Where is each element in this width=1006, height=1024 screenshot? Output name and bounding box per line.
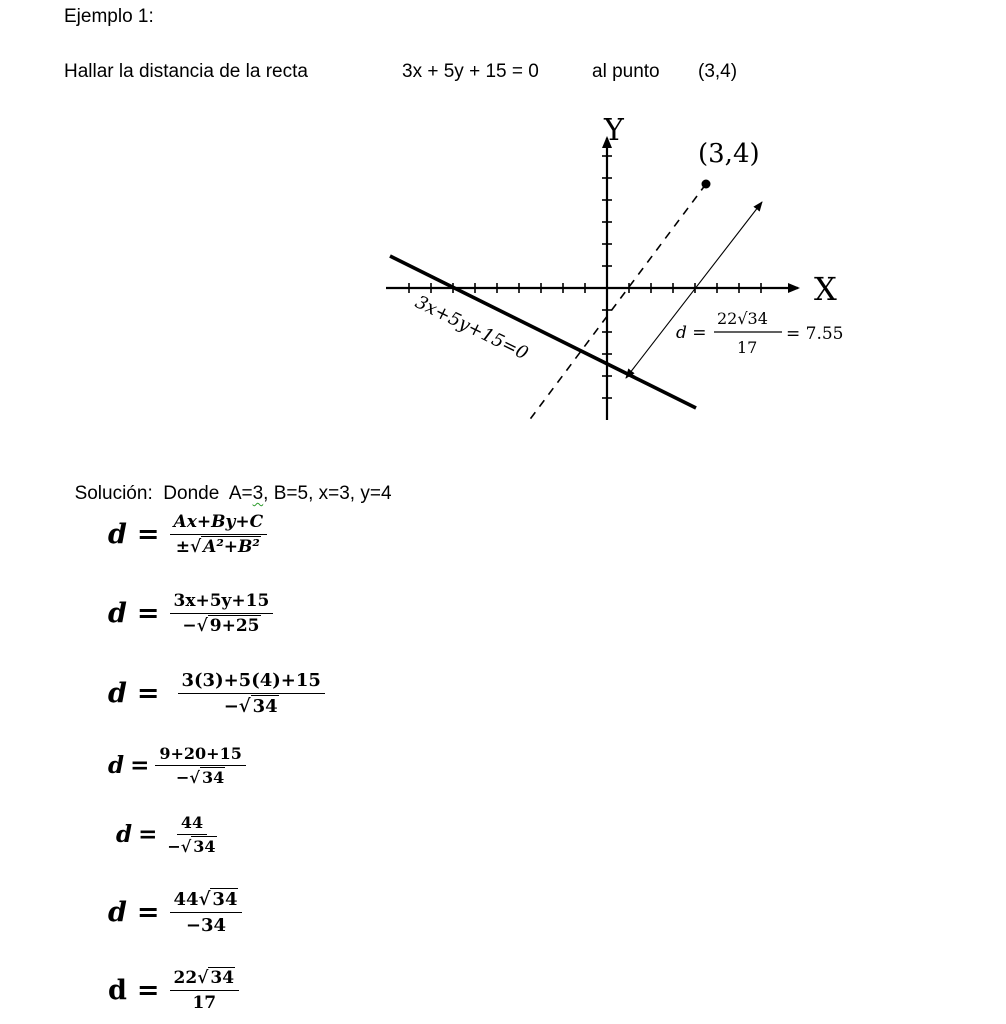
graph-axes [386,138,798,420]
denominator-sign: ± [175,537,190,557]
problem-point: (3,4) [698,61,738,82]
distance-numerator: 22√34 [717,309,768,328]
equation-4 [108,744,246,787]
denominator: −34 [185,915,227,936]
fraction [170,889,243,936]
numerator: Ax+By+C [170,512,268,535]
denominator: ±√ A²+B² [175,537,260,557]
problem-prefix: Hallar la distancia de la recta [64,61,308,82]
equation-1 [108,512,267,557]
denominator-sign: − [167,837,181,856]
distance-formula-label [676,309,844,357]
point-3-4 [702,180,711,189]
equation-5 [116,813,221,856]
numerator: 9+20+15 [155,744,245,766]
equals-sign: = [130,752,150,779]
distance-value: = 7.55 [786,324,844,344]
equals-sign: = [136,897,160,928]
x-axis-label: X [814,270,837,308]
numerator: 44√ 34 [170,889,243,913]
numerator: 3(3)+5(4)+15 [178,670,325,694]
problem-middle: al punto [592,61,660,82]
problem-line-equation: 3x + 5y + 15 = 0 [402,61,539,82]
equals-sign: = [136,598,160,629]
denominator-sign: − [223,696,239,717]
equation-lhs: d [116,821,133,848]
equation-7 [108,968,239,1013]
fraction [178,670,325,717]
fraction [170,591,274,636]
numerator-radicand: 34 [212,889,238,910]
solution-b: , B=5 [263,483,309,504]
equation-lhs: d [108,678,127,709]
fraction [163,813,220,856]
equation-3 [108,670,325,717]
numerator-radicand: 34 [210,968,235,988]
solution-y: y=4 [360,483,392,504]
solution-a-value: 3 [252,483,264,504]
distance-prefix: d = [676,323,707,343]
equals-sign: = [136,678,160,709]
perpendicular-dashed [528,184,706,422]
line-label: 3x+5y+15=0 [411,291,532,365]
solution-label: Solución: [74,483,153,504]
equation-lhs: d [108,897,127,928]
denominator-sign: − [176,768,190,787]
numerator: 44 [177,813,207,835]
numerator-coefficient: 44 [173,889,199,910]
equals-sign: = [138,821,158,848]
numerator-coefficient: 22 [173,968,198,988]
radicand: 34 [252,696,278,717]
radicand: A²+B² [203,537,260,557]
equation-lhs: d [108,598,127,629]
equation-lhs: d [108,519,127,550]
fraction [170,968,240,1013]
denominator: −√ 9+25 [182,616,260,636]
denominator-sign: − [182,616,197,636]
equation-6 [108,889,242,936]
solution-where: Donde [163,483,220,504]
equation-lhs: d [108,975,127,1006]
numerator: 3x+5y+15 [170,591,274,614]
solution-a-prefix: A= [228,483,253,504]
fraction [155,744,245,787]
equation-2 [108,591,273,636]
numerator: 22√ 34 [170,968,240,991]
solution-line [64,461,392,505]
radicand: 34 [193,837,216,856]
distance-graph [384,110,850,432]
point-label: (3,4) [698,139,760,169]
given-line [390,256,696,408]
example-heading: Ejemplo 1: [64,6,154,27]
y-axis-label: Y [604,113,624,148]
radicand: 9+25 [209,616,260,636]
equals-sign: = [136,975,160,1006]
denominator: −√ 34 [223,696,278,717]
radicand: 34 [201,768,225,787]
distance-denominator: 17 [737,338,758,357]
solution-x: , x=3, [308,483,356,504]
equals-sign: = [136,519,160,550]
denominator: −√ 34 [167,837,216,856]
fraction [170,512,268,557]
denominator: 17 [192,993,217,1013]
denominator: −√ 34 [176,768,225,787]
equation-lhs: d [108,752,125,779]
